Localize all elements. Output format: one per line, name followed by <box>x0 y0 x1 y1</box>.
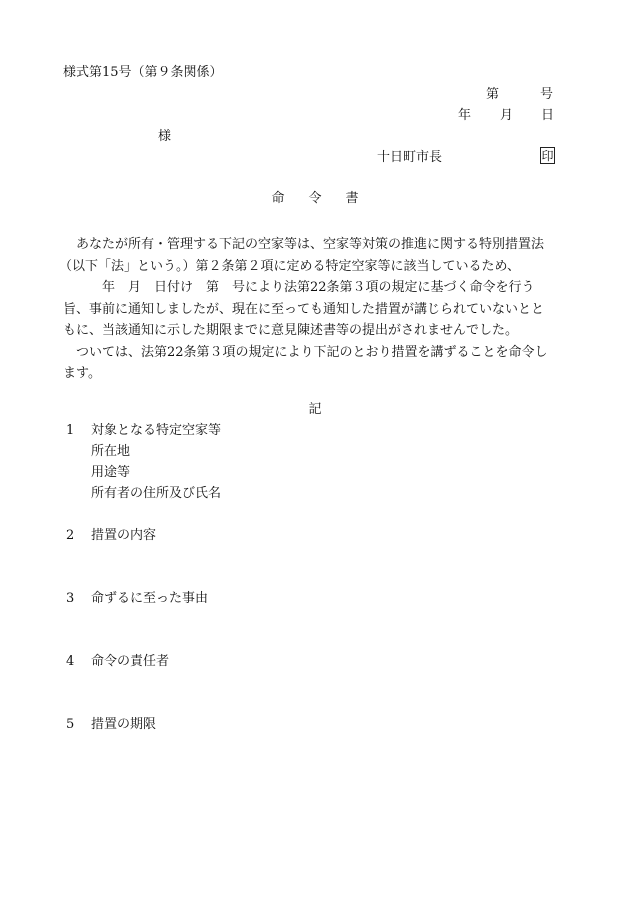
item-number: 2 <box>66 528 75 543</box>
addressee-honorific: 様 <box>158 129 172 144</box>
item-label: 措置の期限 <box>91 717 157 732</box>
seal-mark: 印 <box>541 149 554 163</box>
document-number-suffix: 号 <box>540 87 554 102</box>
body-line: 年 月 日付け 第 号により法第22条第３項の規定に基づく命令を行う <box>76 280 535 295</box>
item-sub-usage: 用途等 <box>91 465 131 480</box>
body-line: もに、当該通知に示した期限までに意見陳述書等の提出がされませんでした。 <box>63 323 519 338</box>
body-line: （以下「法」という。）第２条第２項に定める特定空家等に該当しているため、 <box>59 258 520 274</box>
item-sub-location: 所在地 <box>91 444 131 459</box>
body-line: 旨、事前に通知しましたが、現在に至っても通知した措置が講じられていないとと <box>63 301 545 317</box>
document-number-prefix: 第 <box>486 87 500 102</box>
ki-heading: 記 <box>308 402 322 417</box>
document-title: 命令書 <box>271 191 383 206</box>
item-number: 3 <box>66 591 75 606</box>
body-line: ついては、法第22条第３項の規定により下記のとおり措置を講ずることを命令し <box>76 344 548 360</box>
item-number: 4 <box>66 654 75 669</box>
body-line: あなたが所有・管理する下記の空家等は、空家等対策の推進に関する特別措置法 <box>76 237 545 252</box>
item-number: 1 <box>66 423 75 438</box>
body-paragraph <box>59 234 568 385</box>
item-label: 命ずるに至った事由 <box>91 591 209 606</box>
item-number: 5 <box>66 717 75 732</box>
body-line: ます。 <box>63 366 101 381</box>
item-label: 措置の内容 <box>91 528 157 543</box>
item-label: 対象となる特定空家等 <box>91 423 222 438</box>
date-year: 年 <box>458 108 472 123</box>
form-number: 様式第15号（第９条関係） <box>63 65 223 80</box>
date-day: 日 <box>541 108 555 123</box>
item-label: 命令の責任者 <box>91 654 170 669</box>
issuer-name: 十日町市長 <box>377 150 443 165</box>
date-month: 月 <box>500 108 514 123</box>
item-sub-owner: 所有者の住所及び氏名 <box>91 486 222 501</box>
